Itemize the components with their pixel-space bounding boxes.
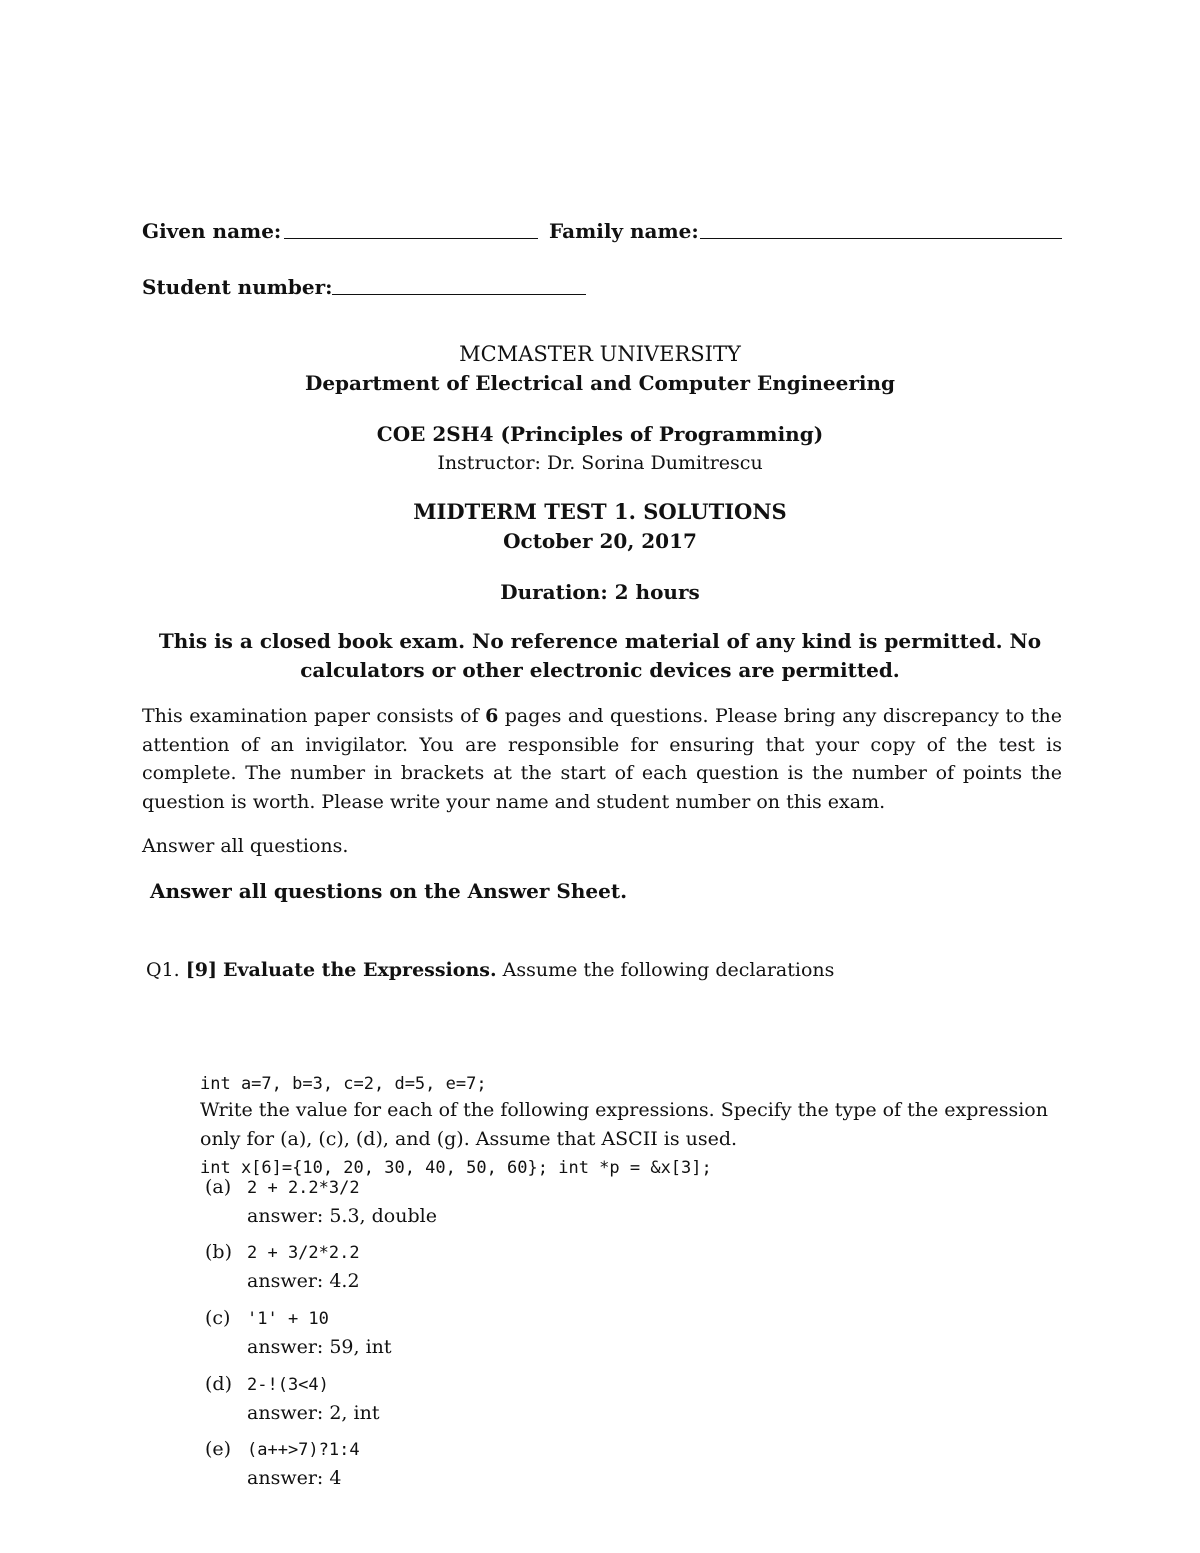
- q1-instructions: Write the value for each of the following expressions. Specify the type of the expression only for (a), (c), (d), and (g). Assume that ASCII is used.: [200, 1099, 1048, 1150]
- q1-item-b: (b) 2 + 3/2*2.2 answer: 4.2: [205, 1238, 360, 1295]
- answer: answer: 2, int: [247, 1402, 380, 1424]
- q1-heading: [146, 956, 1066, 985]
- department-name: Department of Electrical and Computer Engineering: [304, 371, 895, 395]
- student-number-line: [332, 294, 586, 295]
- answer: answer: 59, int: [247, 1336, 392, 1358]
- q1-points: [9]: [185, 959, 217, 981]
- expression: 2-!(3<4): [247, 1375, 329, 1395]
- test-title: MIDTERM TEST 1. SOLUTIONS: [413, 499, 787, 524]
- q1-number: Q1.: [146, 959, 180, 981]
- university-name: MCMASTER UNIVERSITY: [459, 342, 741, 366]
- answer: answer: 5.3, double: [247, 1205, 437, 1227]
- test-date: October 20, 2017: [503, 529, 697, 553]
- code-line-2: int x[6]={10, 20, 30, 40, 50, 60}; int *p = &x[3];: [200, 1158, 712, 1178]
- q1-item-a: (a) 2 + 2.2*3/2 answer: 5.3, double: [205, 1173, 437, 1230]
- expression: '1' + 10: [247, 1309, 329, 1329]
- q1-intro: Assume the following declarations: [502, 959, 835, 981]
- given-name-field: [142, 219, 281, 243]
- answer-all-note: Answer all questions.: [142, 835, 349, 857]
- expression: 2 + 2.2*3/2: [247, 1178, 360, 1198]
- family-name-label: Family name:: [549, 219, 699, 243]
- closed-book-line1: This is a closed book exam. No reference material of any kind is permitted. No: [158, 629, 1042, 653]
- expression: 2 + 3/2*2.2: [247, 1243, 360, 1263]
- q1-title: Evaluate the Expressions.: [223, 959, 497, 981]
- q1-item-e: (e) (a++>7)?1:4 answer: 4: [205, 1435, 360, 1492]
- answer: answer: 4: [247, 1467, 342, 1489]
- q1-item-d: (d) 2-!(3<4) answer: 2, int: [205, 1370, 379, 1427]
- closed-book-line2: calculators or other electronic devices are permitted.: [300, 658, 900, 682]
- given-name-line: [284, 238, 538, 239]
- given-name-label: Given name:: [142, 219, 282, 243]
- instructor: Instructor: Dr. Sorina Dumitrescu: [437, 452, 763, 474]
- expression: (a++>7)?1:4: [247, 1440, 360, 1460]
- family-name-field: [549, 219, 699, 243]
- page-count: 6: [485, 705, 499, 727]
- student-number-label: Student number:: [142, 275, 333, 299]
- answer: answer: 4.2: [247, 1270, 360, 1292]
- course-title: COE 2SH4 (Principles of Programming): [376, 422, 824, 446]
- q1-item-c: (c) '1' + 10 answer: 59, int: [205, 1304, 392, 1361]
- test-duration: Duration: 2 hours: [500, 580, 700, 604]
- student-number-field: [142, 275, 333, 299]
- code-line-1: int a=7, b=3, c=2, d=5, e=7;: [200, 1074, 487, 1094]
- exam-instructions: This examination paper consists of 6 pages and questions. Please bring any discrepancy to the attention of an invigilator. You are responsible for ensuring that your copy of the test is complete. The number in brackets at the start of each question is the number of points the question is worth. Please write your name and student number on this exam.: [142, 705, 1063, 813]
- family-name-line: [700, 238, 1062, 239]
- answer-sheet-note: Answer all questions on the Answer Sheet.: [150, 879, 628, 903]
